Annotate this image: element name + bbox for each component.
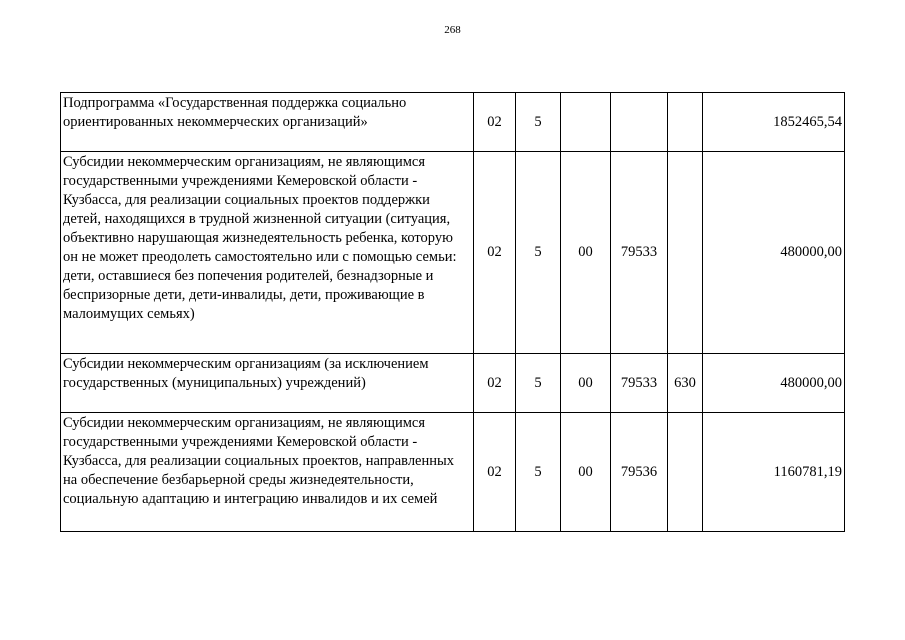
row-code4: 79533 [611,354,668,413]
row-code3 [561,93,611,152]
row-code1: 02 [474,152,516,354]
row-code5 [668,413,703,532]
row-description: Субсидии некоммерческим организациям, не являющимся государственными учреждениями Кемеровской области - Кузбасса, для реализации социальных проектов поддержки детей, находящихся в трудной жизненной ситуации (ситуация, объективно нарушающая жизнедеятельность ребенка, которую он не может преодолеть самостоятельно или с помощью семьи: дети, оставшиеся без попечения родителей, безнадзорные и беспризорные дети, дети-инвалиды, дети, проживающие в малоимущих семьях) [61,152,474,354]
row-amount: 480000,00 [703,152,845,354]
row-code2: 5 [516,152,561,354]
table-row [61,413,845,532]
row-code1: 02 [474,413,516,532]
row-code4: 79536 [611,413,668,532]
row-code5 [668,93,703,152]
row-code3: 00 [561,152,611,354]
row-code3: 00 [561,354,611,413]
budget-table [60,92,845,532]
row-code4 [611,93,668,152]
row-code3: 00 [561,413,611,532]
row-code5: 630 [668,354,703,413]
row-description: Субсидии некоммерческим организациям, не являющимся государственными учреждениями Кемеровской области - Кузбасса, для реализации социальных проектов, направленных на обеспечение безбарьерной среды жизнедеятельности, социальную адаптацию и интеграцию инвалидов и их семей [61,413,474,532]
table-row [61,93,845,152]
row-amount: 480000,00 [703,354,845,413]
row-amount: 1852465,54 [703,93,845,152]
row-code1: 02 [474,93,516,152]
page-number: 268 [444,24,461,36]
row-code4: 79533 [611,152,668,354]
table-row [61,354,845,413]
row-description: Подпрограмма «Государственная поддержка социально ориентированных некоммерческих организаций» [61,93,474,152]
table-row [61,152,845,354]
row-description: Субсидии некоммерческим организациям (за исключением государственных (муниципальных) учреждений) [61,354,474,413]
row-code1: 02 [474,354,516,413]
row-code2: 5 [516,354,561,413]
row-code2: 5 [516,413,561,532]
row-amount: 1160781,19 [703,413,845,532]
row-code5 [668,152,703,354]
row-code2: 5 [516,93,561,152]
